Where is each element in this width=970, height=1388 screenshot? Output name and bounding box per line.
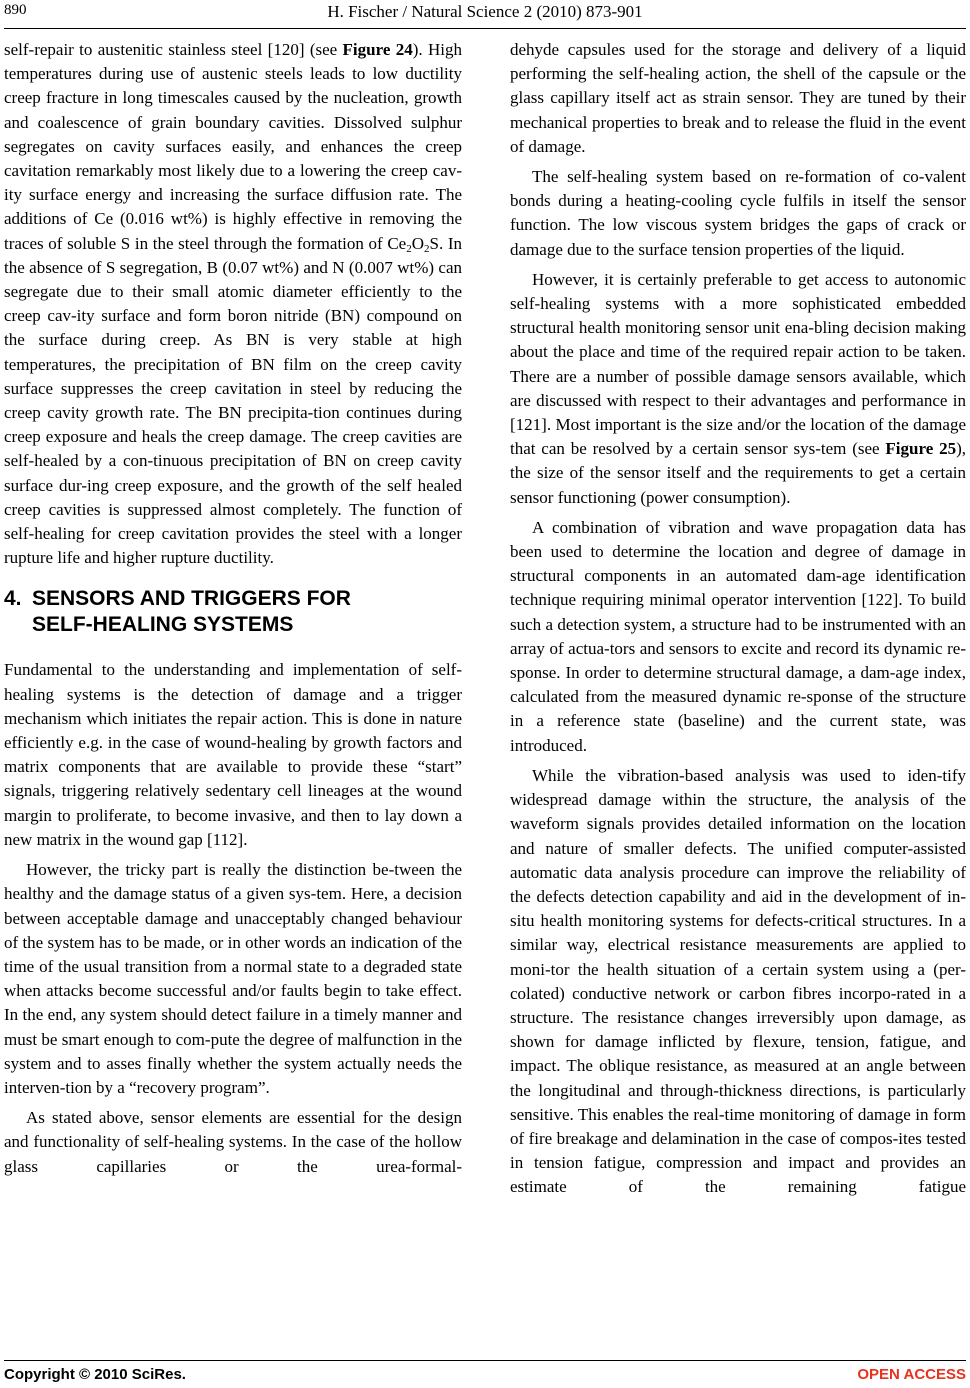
left-paragraph-1: self-repair to austenitic stainless steel [120] (see Figure 24). High temperatures during use of austenic steels leads to low ductility creep fracture in long timescales caused by the nucleation, growth and coalescence of grain boundary cavities. Dissolved sulphur segregates on cavity surfaces easily, and enhances the creep cavitation remarkably most likely due to a lowering the creep cav-ity surface energy and increasing the surface diffusion rate. The additions of Ce (0.016 wt%) is highly effective in removing the traces of soluble S in the steel through the formation of $Ce_2O_2S$. In the absence of S segregation, B (0.07 wt%) and N (0.007 wt%) can segregate due to their small atomic diameter efficiently to the creep cav-ity surface and form boron nitride (BN) compound on the surface during creep. As BN is very stable at high temperatures, the precipitation of BN film on the creep cavity surface suppresses the creep cavitation in steel by reducing the creep cavity growth rate. The BN precipita-tion continues during creep exposure and heals the creep damage. The creep cavities are self-healed by a con-tinuous precipitation of BN on creep cavity surface dur-ing creep exposure, and the growth of the self healed creep cavities is suppressed almost completely. The function of self-healing for creep cavitation provides the steel with a longer rupture life and higher rupture ductility. — [4, 40, 462, 568]
section-title-line-2: SELF-HEALING SYSTEMS — [32, 613, 294, 637]
section-number: 4. — [4, 587, 22, 611]
section-title-line-1: SENSORS AND TRIGGERS FOR — [32, 587, 351, 611]
figure-25-reference: Figure 25 — [885, 439, 957, 459]
right-paragraph-2: The self-healing system based on re-formation of co-valent bonds during a heating-cooling cycle fulfils in itself the sensor function. The low viscous system bridges the gaps of crack or damage due to the surface tension properties of the liquid. — [510, 167, 966, 259]
left-paragraph-3: However, the tricky part is really the distinction be-tween the healthy and the damage status of a given sys-tem. Here, a decision between acceptable damage and unacceptably changed behaviour of the system has to be made, or in other words an indication of the time of the usual transition from a normal state to a degraded state when attacks become successful and/or faults begin to take effect. In the end, any system should detect failure in a timely manner and must be smart enough to com-pute the degree of malfunction in the system and to asses finally whether the system actually needs the interven-tion by a “recovery program”. — [4, 860, 462, 1097]
running-head: H. Fischer / Natural Science 2 (2010) 873-901 — [327, 2, 643, 21]
footer-rule — [4, 1360, 966, 1361]
page-number: 890 — [4, 2, 27, 18]
figure-24-reference: Figure 24 — [342, 40, 413, 59]
copyright-notice: Copyright © 2010 SciRes. — [4, 1366, 186, 1383]
left-paragraph-2: Fundamental to the understanding and implementation of self-healing systems is the detection of damage and a trigger mechanism which initiates the repair action. This is done in nature efficiently e.g. in the case of wound-healing by growth factors and matrix components that are available to provide these “start” signals, triggering relatively sedentary cell lineages at the wound margin to proliferate, to become invasive, and then to lay down a new matrix in the wound gap [112]. — [4, 660, 462, 849]
section-heading — [4, 586, 462, 638]
right-column — [510, 38, 966, 1200]
right-paragraph-1: dehyde capsules used for the storage and delivery of a liquid performing the self-healing action, the shell of the capsule or the glass capillary itself act as strain sensor. They are tuned by their mechanical properties to break and to release the fluid in the event of damage. — [510, 40, 966, 156]
page-footer — [4, 1366, 966, 1386]
left-column — [4, 38, 462, 1179]
right-paragraph-5: While the vibration-based analysis was used to iden-tify widespread damage within the structure, the analysis of the waveform signals provides detailed information on the location and nature of smaller defects. The unified computer-assisted automatic data analysis procedure can improve the reliability of the defects detection capability and aid in the development of in-situ health monitoring systems for defects-critical structures. In a similar way, electrical resistance measurements are applied to moni-tor the health situation of a certain system using a (per-colated) conductive network or carbon fibres incorpo-rated in a structure. The resistance changes irreversibly upon damage, as shown for damage inflicted by flexure, tension, fatigue, and impact. The oblique resistance, as measured at an angle between the longitudinal and through-thickness directions, is particularly sensitive. This enables the real-time monitoring of damage in form of fire breakage and delamination in the case of compos-ites tested in tension fatigue, compression and impact and provides an estimate of the remaining fatigue — [510, 765, 966, 1197]
page-header — [4, 2, 966, 29]
right-paragraph-4: A combination of vibration and wave propagation data has been used to determine the location and degree of damage in structural components in an automated dam-age identification technique requiring minimal operator intervention [122]. To build such a detection system, a structure had to be instrumented with an array of actua-tors and sensors to excite and record its dynamic re-sponse. In order to determine structural damage, a dam-age index, calculated from the measured dynamic re-sponse of the structure in a reference state (baseline) and the current state, was introduced. — [510, 517, 966, 755]
right-paragraph-3: However, it is certainly preferable to get access to autonomic self-healing systems with a more sophisticated embedded structural health monitoring sensor unit ena-bling decision making about the place and time of the required repair action to be taken. There are a number of possible damage sensors available, which are discussed with respect to their advantages and performance in [121]. Most important is the size and/or the location of the damage that can be resolved by a certain sensor sys-tem (see Figure 25), the size of the sensor itself and the requirements to get a certain sensor functioning (power consumption). — [510, 269, 966, 507]
left-paragraph-4: As stated above, sensor elements are essential for the design and functionality of self-healing systems. In the case of the hollow glass capillaries or the urea-formal- — [4, 1108, 462, 1176]
open-access-label: OPEN ACCESS — [857, 1366, 966, 1383]
